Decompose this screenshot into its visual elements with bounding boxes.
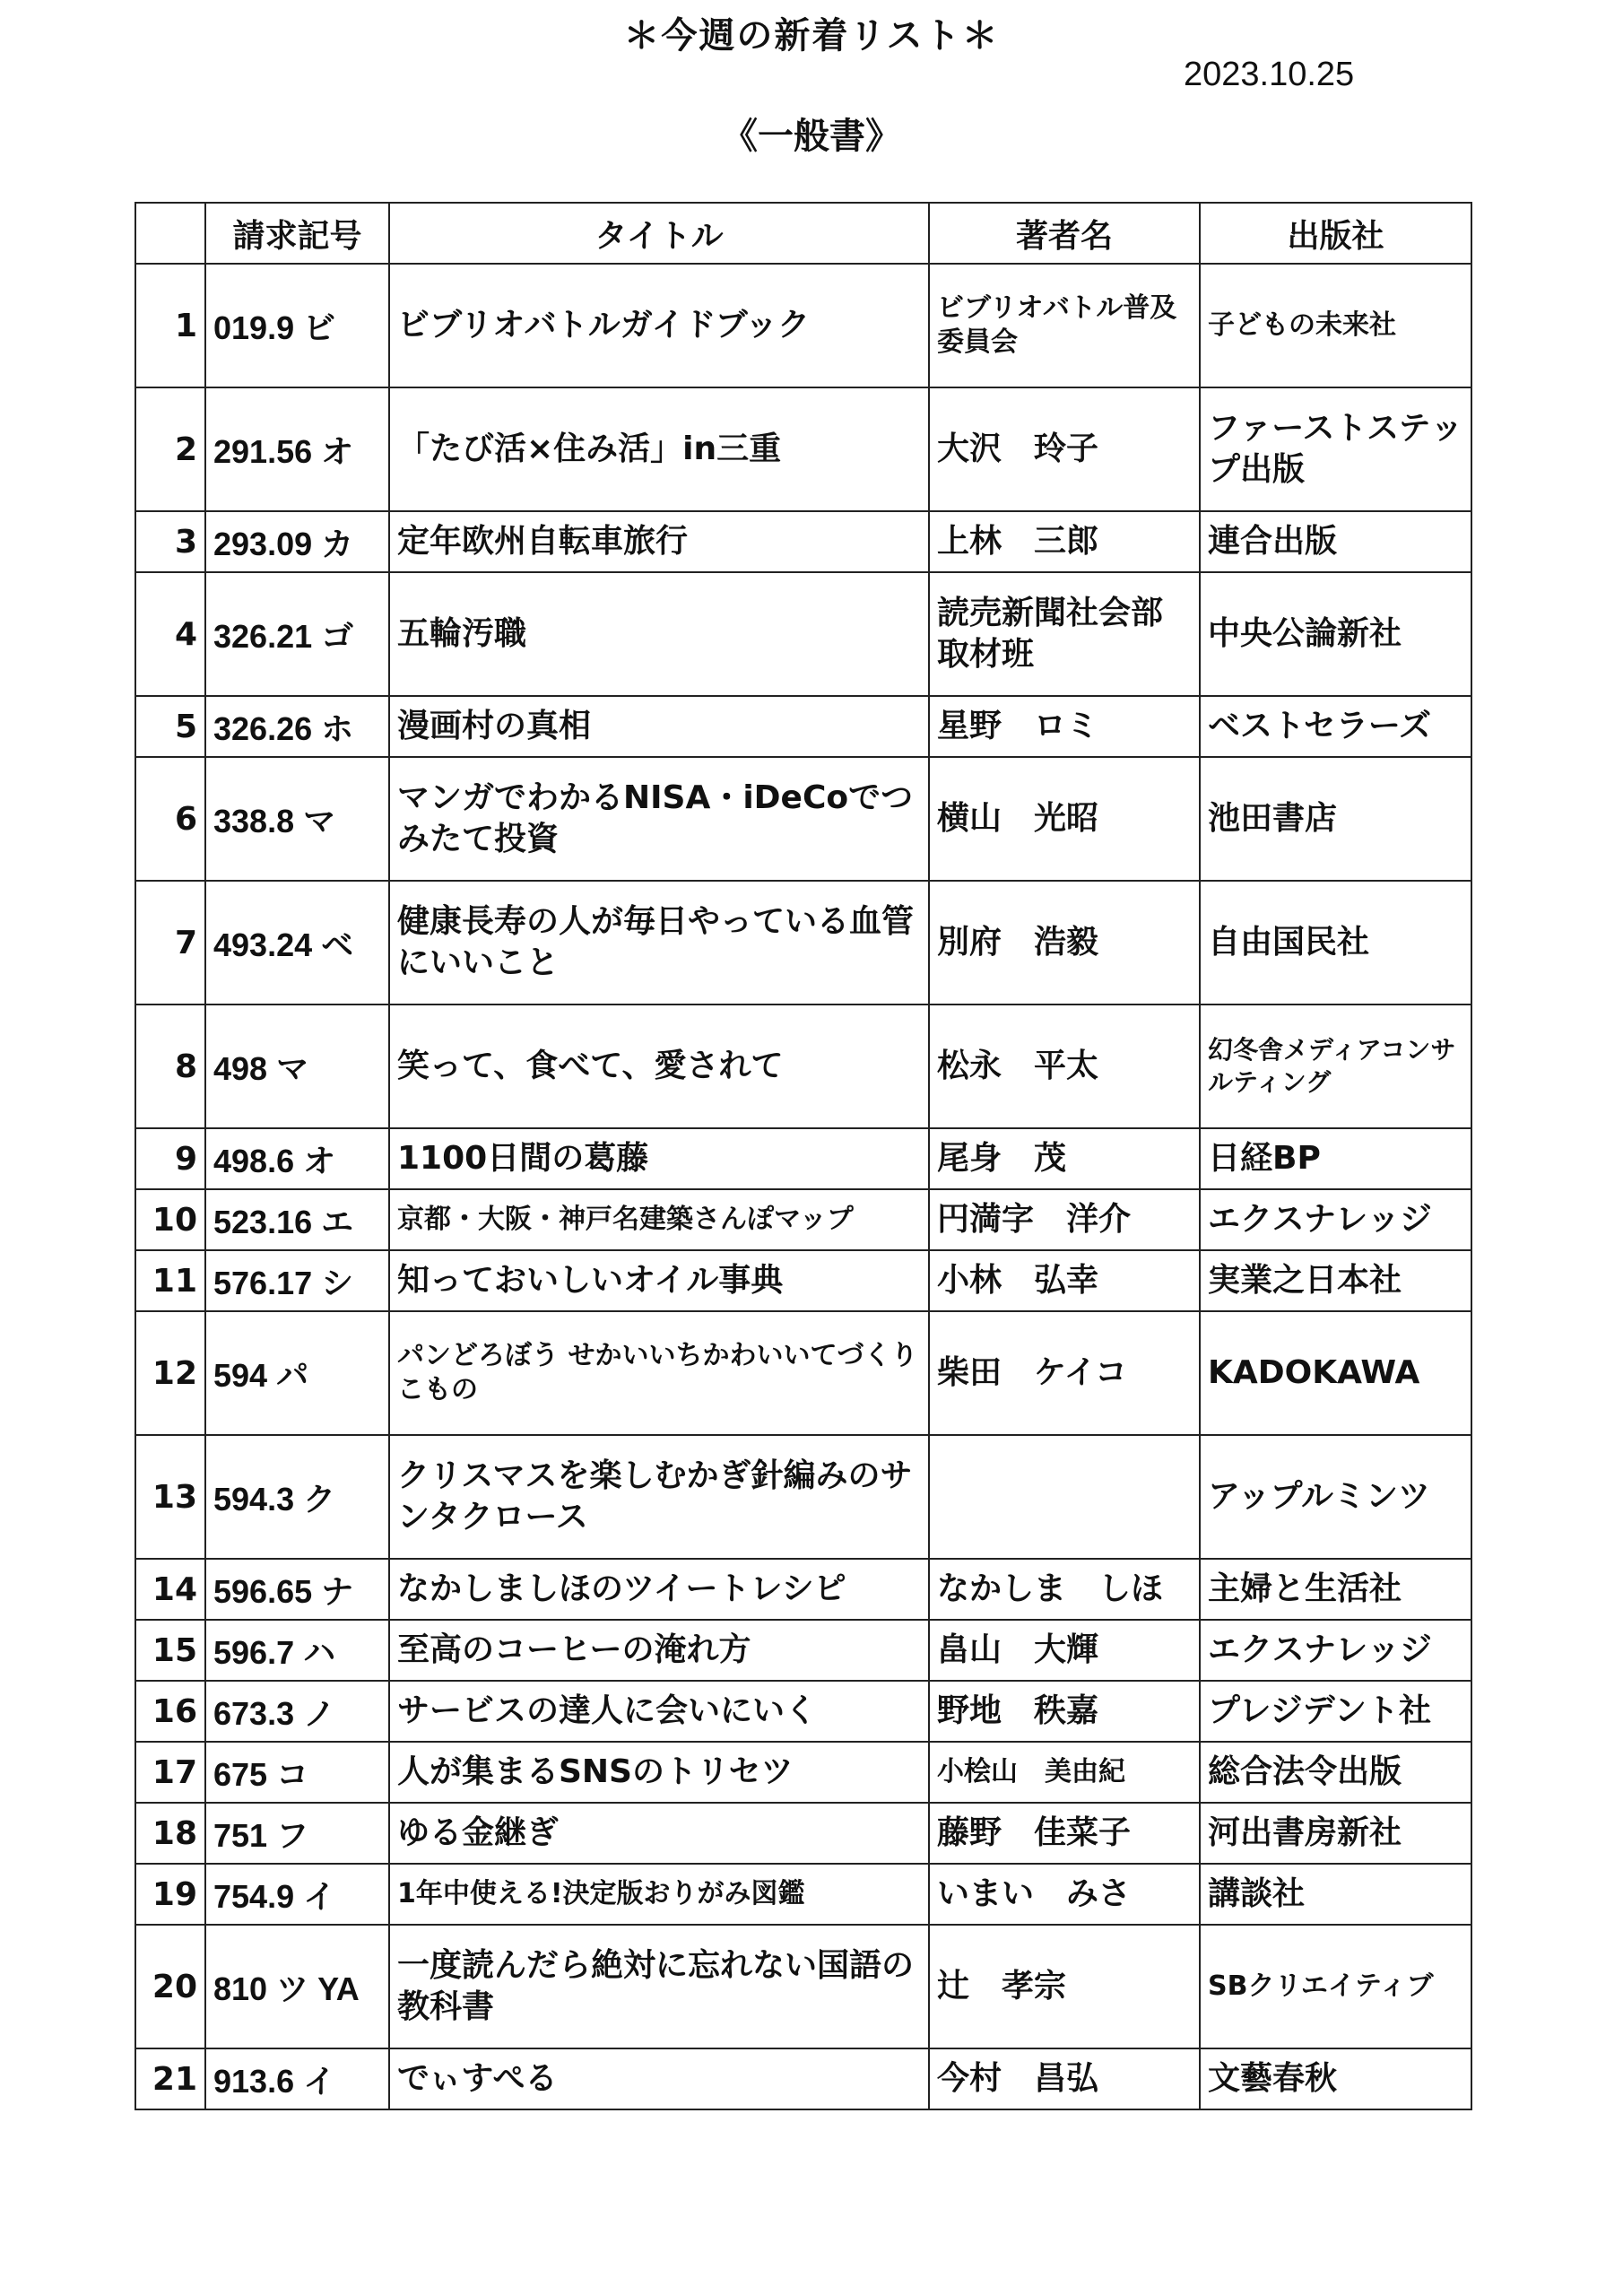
book-author: 横山 光昭	[929, 757, 1200, 881]
book-publisher: 中央公論新社	[1200, 572, 1471, 696]
call-number: 594.3 ク	[205, 1435, 389, 1559]
call-number: 673.3 ノ	[205, 1681, 389, 1742]
book-title: 1年中使える!決定版おりがみ図鑑	[389, 1864, 929, 1925]
table-row	[135, 757, 1471, 881]
row-number: 5	[135, 696, 205, 757]
table-row	[135, 1681, 1471, 1742]
table-row	[135, 1435, 1471, 1559]
row-number: 21	[135, 2048, 205, 2109]
book-author: なかしま しほ	[929, 1559, 1200, 1620]
call-number: 576.17 シ	[205, 1250, 389, 1311]
row-number: 18	[135, 1803, 205, 1864]
call-number: 338.8 マ	[205, 757, 389, 881]
book-author: 畠山 大輝	[929, 1620, 1200, 1681]
call-number: 754.9 イ	[205, 1864, 389, 1925]
book-title: サービスの達人に会いにいく	[389, 1681, 929, 1742]
book-publisher: 実業之日本社	[1200, 1250, 1471, 1311]
list-date: 2023.10.25	[1184, 56, 1355, 93]
book-author: 小桧山 美由紀	[929, 1742, 1200, 1803]
row-number: 1	[135, 264, 205, 387]
column-header-title: タイトル	[389, 203, 929, 264]
book-title: 京都・大阪・神戸名建築さんぽマップ	[389, 1189, 929, 1250]
table-row	[135, 572, 1471, 696]
book-author: 円満字 洋介	[929, 1189, 1200, 1250]
book-publisher: 総合法令出版	[1200, 1742, 1471, 1803]
table-row	[135, 1559, 1471, 1620]
book-publisher: 文藝春秋	[1200, 2048, 1471, 2109]
row-number: 9	[135, 1128, 205, 1189]
book-title: でぃすぺる	[389, 2048, 929, 2109]
row-number: 20	[135, 1925, 205, 2048]
table-row	[135, 387, 1471, 511]
call-number: 498 マ	[205, 1004, 389, 1128]
book-author: ビブリオバトル普及委員会	[929, 264, 1200, 387]
column-header-author: 著者名	[929, 203, 1200, 264]
book-author: 上林 三郎	[929, 511, 1200, 572]
column-header-call-number: 請求記号	[205, 203, 389, 264]
book-title: 1100日間の葛藤	[389, 1128, 929, 1189]
call-number: 293.09 カ	[205, 511, 389, 572]
call-number: 498.6 オ	[205, 1128, 389, 1189]
book-publisher: ベストセラーズ	[1200, 696, 1471, 757]
book-author: 星野 ロミ	[929, 696, 1200, 757]
call-number: 751 フ	[205, 1803, 389, 1864]
book-author	[929, 1435, 1200, 1559]
call-number: 493.24 ベ	[205, 881, 389, 1004]
section-heading: 《一般書》	[722, 116, 901, 157]
book-author: 藤野 佳菜子	[929, 1803, 1200, 1864]
book-publisher: 日経BP	[1200, 1128, 1471, 1189]
book-title: なかしましほのツイートレシピ	[389, 1559, 929, 1620]
row-number: 14	[135, 1559, 205, 1620]
call-number: 326.21 ゴ	[205, 572, 389, 696]
book-publisher: 河出書房新社	[1200, 1803, 1471, 1864]
row-number: 10	[135, 1189, 205, 1250]
book-publisher: 連合出版	[1200, 511, 1471, 572]
call-number: 291.56 オ	[205, 387, 389, 511]
column-header-publisher: 出版社	[1200, 203, 1471, 264]
book-publisher: 子どもの未来社	[1200, 264, 1471, 387]
table-row	[135, 511, 1471, 572]
book-publisher: KADOKAWA	[1200, 1311, 1471, 1435]
book-publisher: エクスナレッジ	[1200, 1620, 1471, 1681]
book-title: 至高のコーヒーの淹れ方	[389, 1620, 929, 1681]
row-number: 3	[135, 511, 205, 572]
book-title: 五輪汚職	[389, 572, 929, 696]
book-title: パンどろぼう せかいいちかわいいてづくりこもの	[389, 1311, 929, 1435]
book-publisher: 主婦と生活社	[1200, 1559, 1471, 1620]
table-row	[135, 696, 1471, 757]
table-row	[135, 1128, 1471, 1189]
table-row	[135, 1004, 1471, 1128]
table-row	[135, 1250, 1471, 1311]
book-title: ビブリオバトルガイドブック	[389, 264, 929, 387]
column-header-no	[135, 203, 205, 264]
book-publisher: SBクリエイティブ	[1200, 1925, 1471, 2048]
book-publisher: 自由国民社	[1200, 881, 1471, 1004]
table-row	[135, 1620, 1471, 1681]
book-title: 漫画村の真相	[389, 696, 929, 757]
call-number: 675 コ	[205, 1742, 389, 1803]
book-publisher: 幻冬舎メディアコンサルティング	[1200, 1004, 1471, 1128]
row-number: 7	[135, 881, 205, 1004]
table-row	[135, 881, 1471, 1004]
book-title: 健康長寿の人が毎日やっている血管にいいこと	[389, 881, 929, 1004]
book-author: 辻 孝宗	[929, 1925, 1200, 2048]
row-number: 2	[135, 387, 205, 511]
book-title: 人が集まるSNSのトリセツ	[389, 1742, 929, 1803]
row-number: 19	[135, 1864, 205, 1925]
call-number: 596.7 ハ	[205, 1620, 389, 1681]
book-author: 尾身 茂	[929, 1128, 1200, 1189]
book-author: 今村 昌弘	[929, 2048, 1200, 2109]
book-author: 小林 弘幸	[929, 1250, 1200, 1311]
book-title: 定年欧州自転車旅行	[389, 511, 929, 572]
book-author: 大沢 玲子	[929, 387, 1200, 511]
call-number: 326.26 ホ	[205, 696, 389, 757]
row-number: 11	[135, 1250, 205, 1311]
row-number: 8	[135, 1004, 205, 1128]
table-row	[135, 1925, 1471, 2048]
table-row	[135, 264, 1471, 387]
book-title: 「たび活×住み活」in三重	[389, 387, 929, 511]
table-row	[135, 1864, 1471, 1925]
book-title: マンガでわかるNISA・iDeCoでつみたて投資	[389, 757, 929, 881]
table-header-row	[135, 203, 1471, 264]
book-publisher: 池田書店	[1200, 757, 1471, 881]
call-number: 019.9 ビ	[205, 264, 389, 387]
row-number: 12	[135, 1311, 205, 1435]
call-number: 810 ツ YA	[205, 1925, 389, 2048]
book-publisher: ファーストステップ出版	[1200, 387, 1471, 511]
book-author: 別府 浩毅	[929, 881, 1200, 1004]
table-row	[135, 1742, 1471, 1803]
book-publisher: 講談社	[1200, 1864, 1471, 1925]
book-author: いまい みさ	[929, 1864, 1200, 1925]
row-number: 6	[135, 757, 205, 881]
row-number: 13	[135, 1435, 205, 1559]
book-title: 知っておいしいオイル事典	[389, 1250, 929, 1311]
book-author: 松永 平太	[929, 1004, 1200, 1128]
table-row	[135, 1189, 1471, 1250]
table-row	[135, 1311, 1471, 1435]
call-number: 913.6 イ	[205, 2048, 389, 2109]
book-author: 柴田 ケイコ	[929, 1311, 1200, 1435]
book-author: 野地 秩嘉	[929, 1681, 1200, 1742]
book-title: 笑って、食べて、愛されて	[389, 1004, 929, 1128]
book-title: クリスマスを楽しむかぎ針編みのサンタクロース	[389, 1435, 929, 1559]
book-publisher: エクスナレッジ	[1200, 1189, 1471, 1250]
book-title: ゆる金継ぎ	[389, 1803, 929, 1864]
row-number: 15	[135, 1620, 205, 1681]
call-number: 596.65 ナ	[205, 1559, 389, 1620]
new-books-table	[135, 202, 1472, 2110]
page-title: ＊今週の新着リスト＊	[623, 15, 1000, 57]
call-number: 594 パ	[205, 1311, 389, 1435]
book-author: 読売新聞社会部取材班	[929, 572, 1200, 696]
book-publisher: アップルミンツ	[1200, 1435, 1471, 1559]
call-number: 523.16 エ	[205, 1189, 389, 1250]
table-row	[135, 1803, 1471, 1864]
book-title: 一度読んだら絶対に忘れない国語の教科書	[389, 1925, 929, 2048]
row-number: 17	[135, 1742, 205, 1803]
row-number: 4	[135, 572, 205, 696]
book-publisher: プレジデント社	[1200, 1681, 1471, 1742]
table-row	[135, 2048, 1471, 2109]
row-number: 16	[135, 1681, 205, 1742]
